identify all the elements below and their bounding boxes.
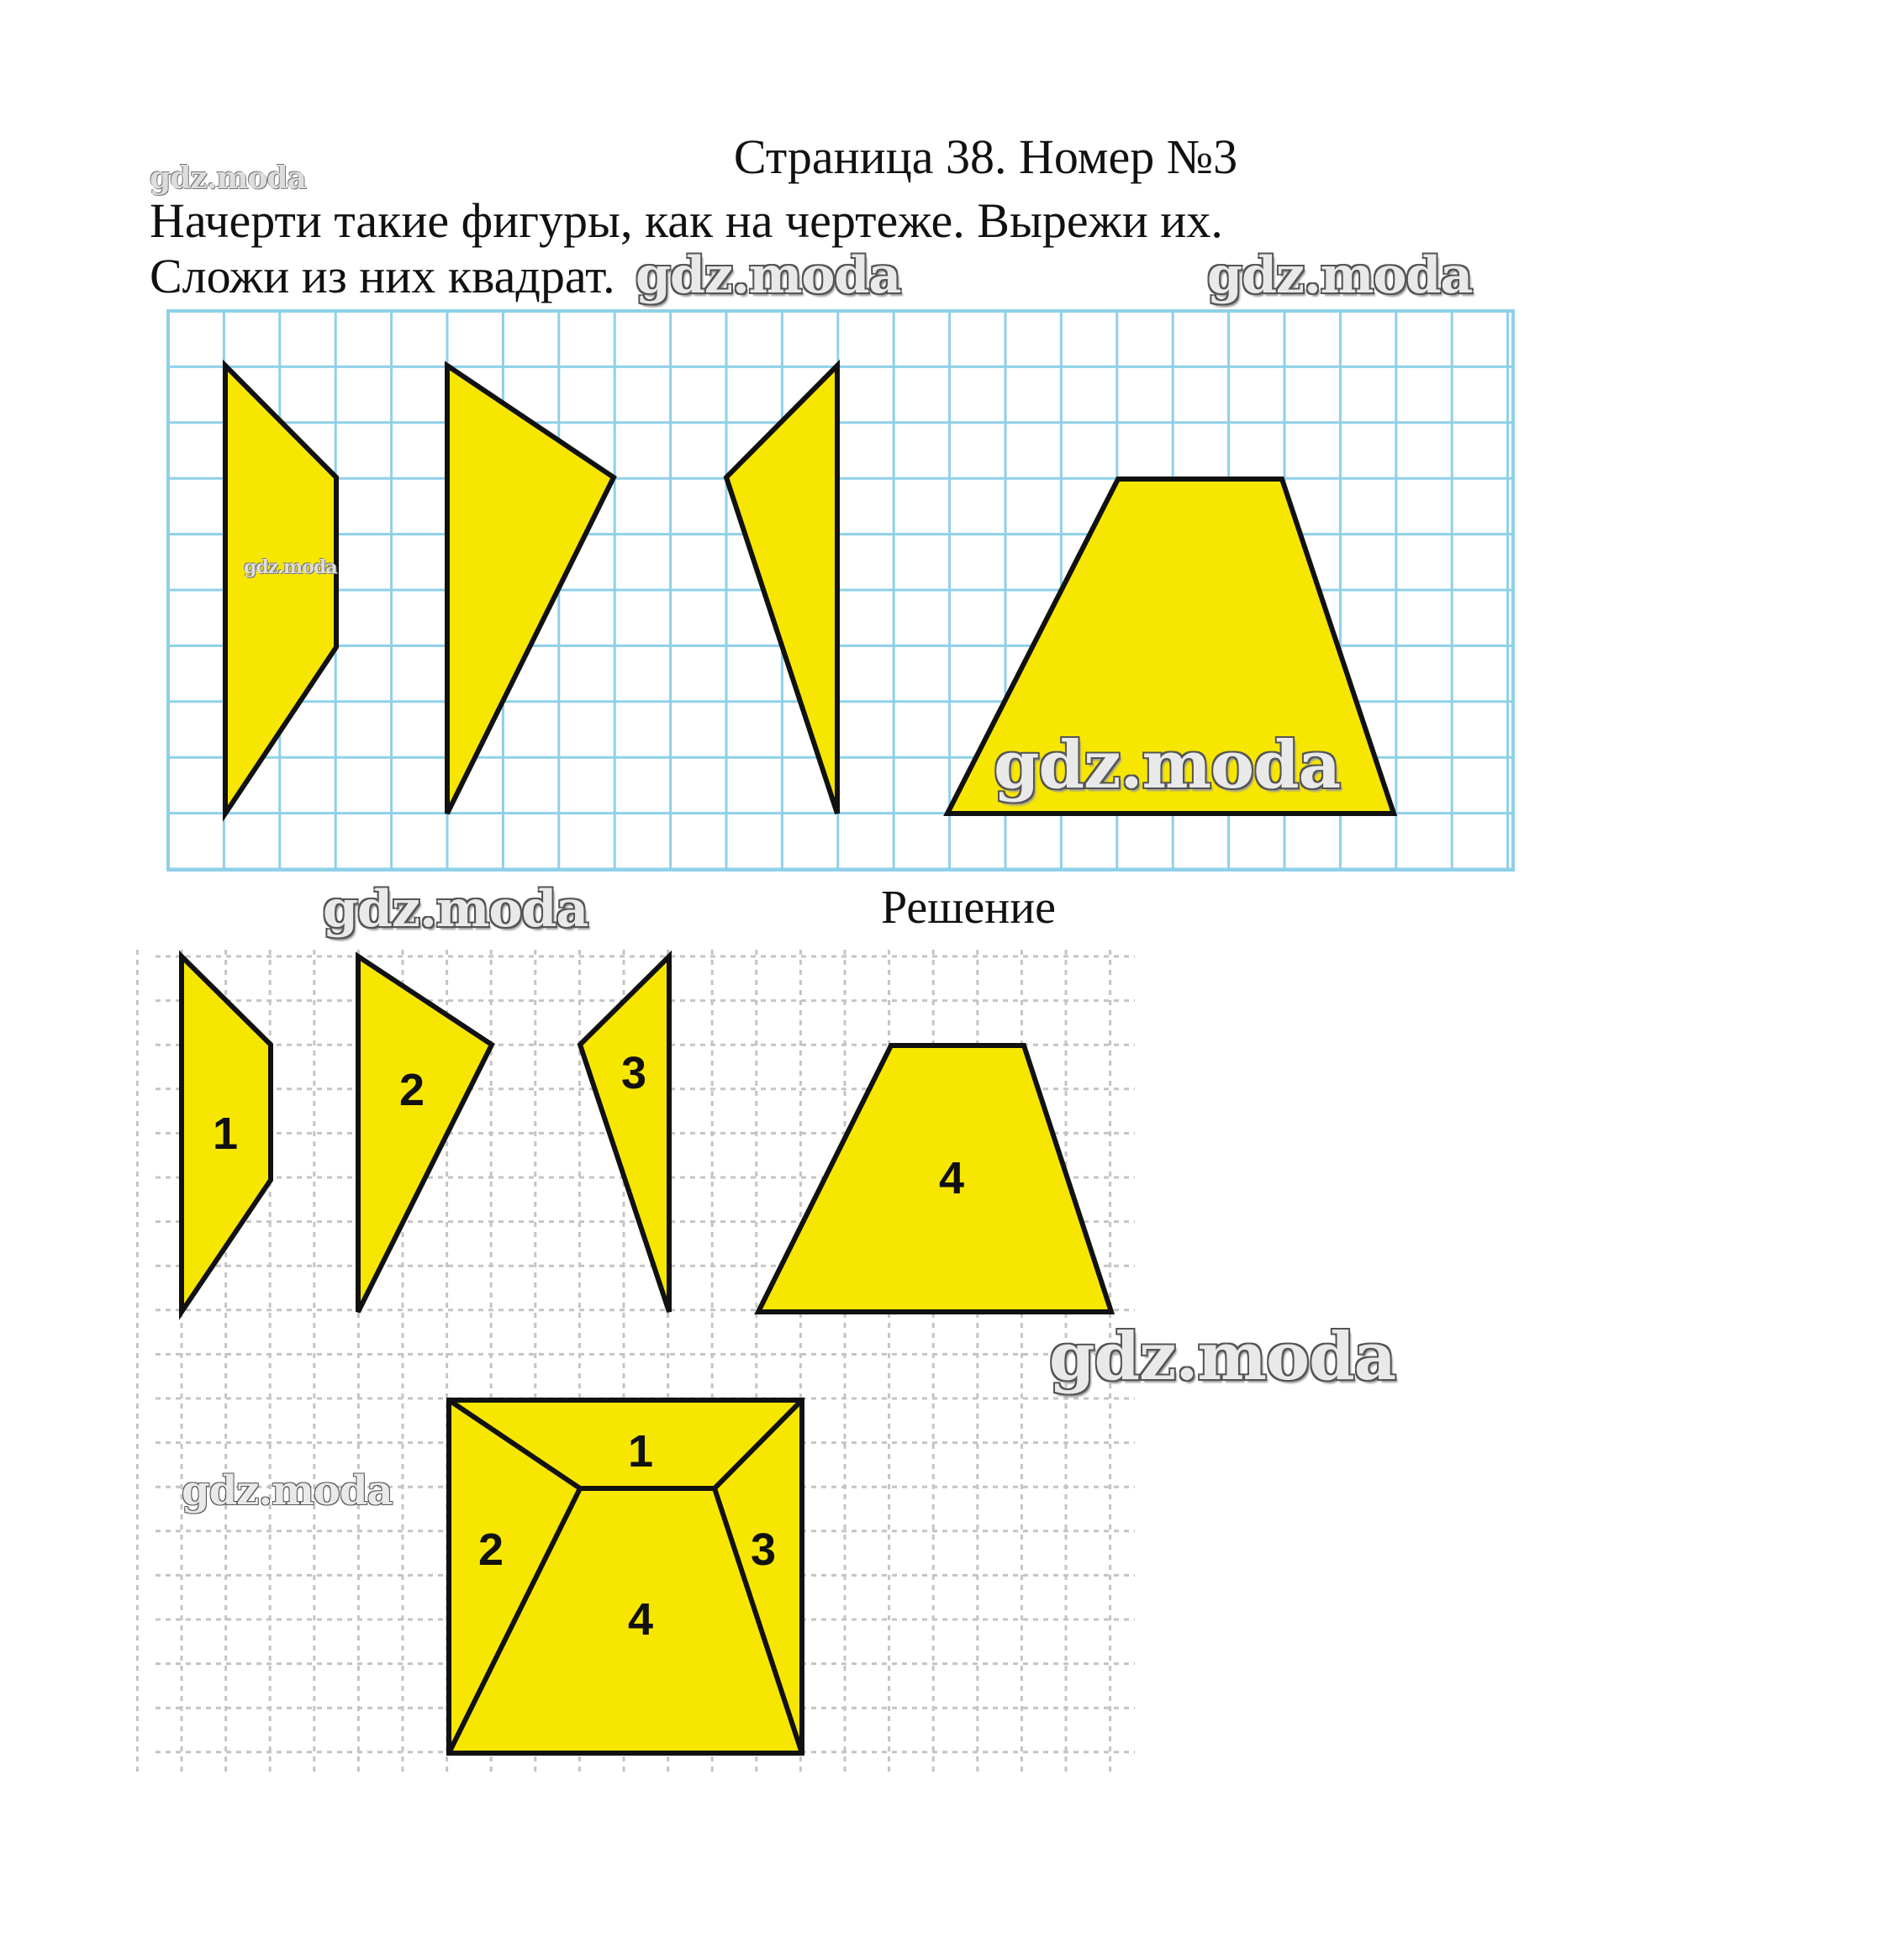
piece-2-number: 2 [398, 1065, 425, 1115]
page-title: Страница 38. Номер №3 [733, 129, 1238, 184]
square-part-2-number: 2 [477, 1525, 504, 1575]
piece-4-number: 4 [938, 1153, 965, 1203]
piece-1-number: 1 [212, 1109, 239, 1159]
watermark: gdz.moda [323, 880, 588, 939]
watermark: gdz.moda [1049, 1319, 1396, 1395]
solution-label: Решение [881, 882, 1057, 934]
square-part-4-number: 4 [627, 1594, 654, 1645]
watermark: gdz.moda [1207, 246, 1473, 305]
square-part-3-number: 3 [750, 1525, 777, 1575]
task-text-line-2: Сложи из них квадрат. [150, 249, 615, 303]
watermark: gdz.moda [244, 556, 337, 578]
watermark: gdz.moda [150, 161, 306, 196]
watermark: gdz.moda [182, 1467, 393, 1514]
piece-3-number: 3 [620, 1048, 647, 1098]
assembled-square [449, 1400, 802, 1753]
watermark: gdz.moda [994, 727, 1341, 803]
watermark: gdz.moda [636, 246, 901, 305]
square-part-1-number: 1 [627, 1426, 654, 1477]
task-text-line-1: Начерти такие фигуры, как на чертеже. Вырежи их. [150, 193, 1223, 248]
